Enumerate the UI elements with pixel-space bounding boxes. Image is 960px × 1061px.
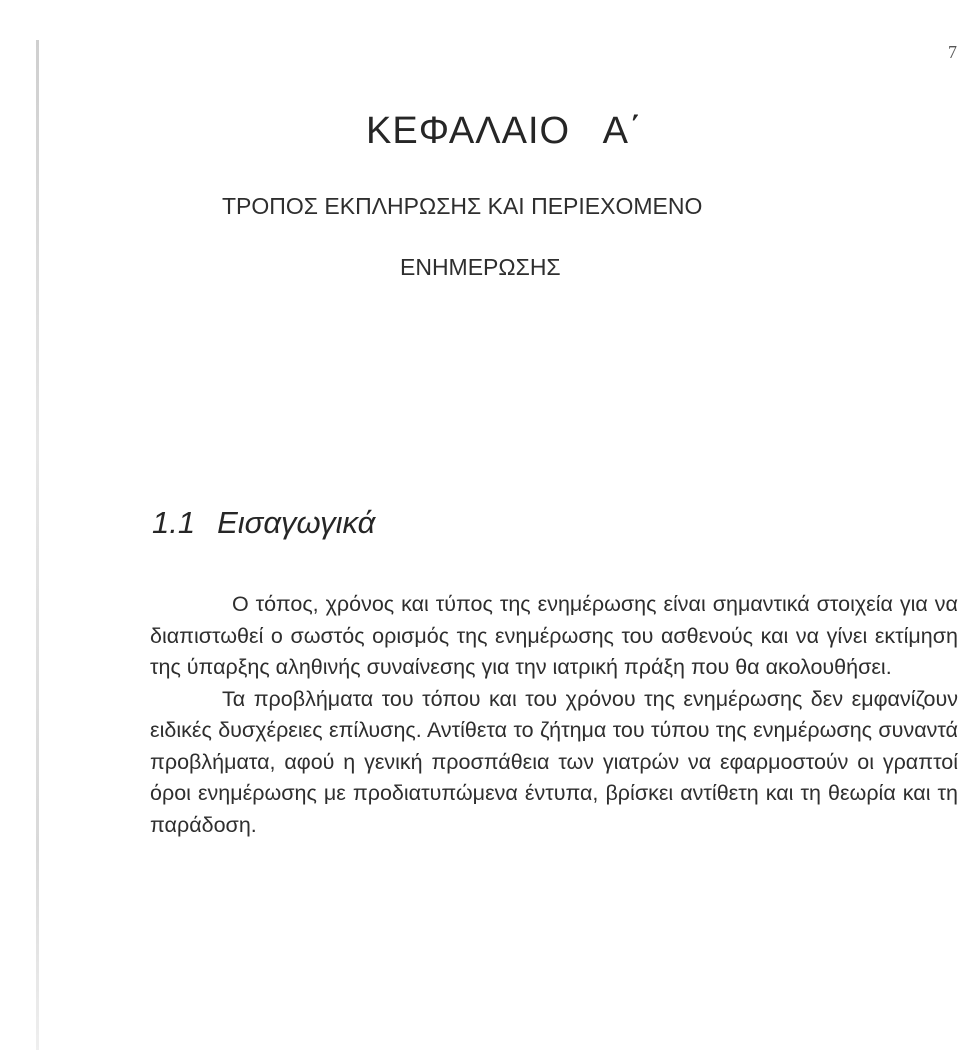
- chapter-subtitle-line-1: ΤΡΟΠΟΣ ΕΚΠΛΗΡΩΣΗΣ ΚΑΙ ΠΕΡΙΕΧΟΜΕΝΟ: [222, 193, 703, 219]
- body-text: [150, 589, 958, 841]
- paragraph-2: Τα προβλήματα του τόπου και του χρόνου της ενημέρωσης δεν εμφανίζουν ειδικές δυσχέρειες επίλυσης. Αντίθετα το ζήτημα του τύπου της ενημέρωσης συναντά προβλήματα, αφού η γενική προσπάθεια των γιατρών να εφαρμοστούν οι γραπτοί όροι ενημέρωσης με προδιατυπώμενα έντυπα, βρίσκει αντίθετη και τη θεωρία και τη παράδοση.: [150, 686, 958, 837]
- paragraph-1: Ο τόπος, χρόνος και τύπος της ενημέρωσης είναι σημαντικά στοιχεία για να διαπιστωθεί ο σωστός ορισμός της ενημέρωσης του ασθενούς και να γίνει εκτίμηση της ύπαρξης αληθινής συναίνεσης για την ιατρική πράξη που θα ακολουθήσει.: [150, 592, 958, 679]
- section-number: 1.1: [152, 505, 196, 540]
- chapter-subtitle-line-2: ΕΝΗΜΕΡΩΣΗΣ: [400, 254, 561, 280]
- section-heading: [152, 505, 375, 541]
- page-number: 7: [948, 42, 957, 62]
- scan-edge-shadow: [36, 40, 39, 1050]
- section-title: Εισαγωγικά: [217, 505, 376, 540]
- chapter-title: ΚΕΦΑΛΑΙΟ Α΄: [366, 110, 643, 152]
